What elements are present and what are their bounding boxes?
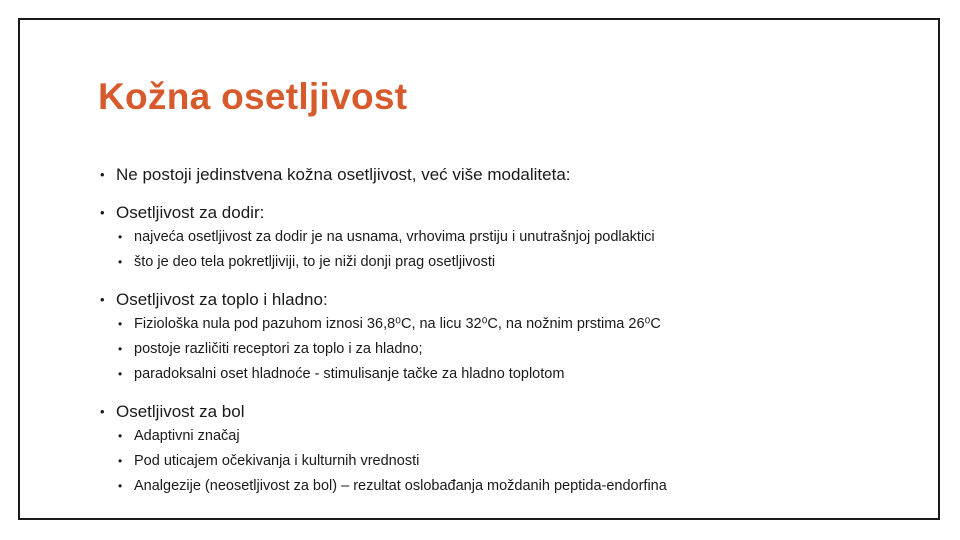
sub-bullet-item <box>98 312 918 337</box>
bullet-group <box>98 289 918 387</box>
sub-bullet-item <box>98 424 918 449</box>
sub-bullet-item <box>98 225 918 250</box>
sub-bullet-text: Adaptivni značaj <box>134 428 240 444</box>
slide-title: Kožna osetljivost <box>98 76 408 117</box>
bullet-icon: • <box>118 230 123 244</box>
bullet-icon: • <box>100 205 105 220</box>
bullet-text: Osetljivost za toplo i hladno: <box>116 290 328 309</box>
sub-bullet-text: što je deo tela pokretljiviji, to je niži donji prag osetljivosti <box>134 254 496 270</box>
sub-bullet-item <box>98 250 918 275</box>
bullet-icon: • <box>100 292 105 307</box>
sub-bullet-text: Analgezije (neosetljivost za bol) – rezultat oslobađanja moždanih peptida-endorfina <box>134 478 667 494</box>
bullet-text: Osetljivost za dodir: <box>116 203 265 222</box>
bullet-group <box>98 202 918 275</box>
sub-bullet-text: paradoksalni oset hladnoće - stimulisanje tačke za hladno toplotom <box>134 366 565 382</box>
bullet-icon: • <box>118 429 123 443</box>
sub-bullet-text: najveća osetljivost za dodir je na usnama, vrhovima prstiju i unutrašnjoj podlaktici <box>134 229 655 245</box>
bullet-item <box>98 289 918 311</box>
bullet-group <box>98 164 918 186</box>
sub-bullet-item <box>98 362 918 387</box>
sub-bullet-item <box>98 449 918 474</box>
bullet-icon: • <box>100 404 105 419</box>
bullet-text: Ne postoji jedinstvena kožna osetljivost, već više modaliteta: <box>116 165 571 184</box>
sub-bullet-list <box>98 225 918 275</box>
sub-bullet-text: Pod uticajem očekivanja i kulturnih vrednosti <box>134 453 420 469</box>
sub-bullet-list <box>98 424 918 499</box>
bullet-icon: • <box>118 342 123 356</box>
bullet-text: Osetljivost za bol <box>116 402 245 421</box>
sub-bullet-text: Fiziološka nula pod pazuhom iznosi 36,8⁰C, na licu 32⁰C, na nožnim prstima 26⁰C <box>134 316 661 332</box>
bullet-icon: • <box>118 367 123 381</box>
bullet-item <box>98 164 918 186</box>
bullet-list <box>98 164 918 499</box>
bullet-icon: • <box>118 479 123 493</box>
bullet-icon: • <box>100 167 105 182</box>
bullet-icon: • <box>118 454 123 468</box>
sub-bullet-item <box>98 474 918 499</box>
bullet-item <box>98 202 918 224</box>
bullet-item <box>98 401 918 423</box>
sub-bullet-list <box>98 312 918 387</box>
sub-bullet-text: postoje različiti receptori za toplo i za hladno; <box>134 341 423 357</box>
bullet-icon: • <box>118 255 123 269</box>
bullet-group <box>98 401 918 499</box>
bullet-icon: • <box>118 317 123 331</box>
sub-bullet-item <box>98 337 918 362</box>
